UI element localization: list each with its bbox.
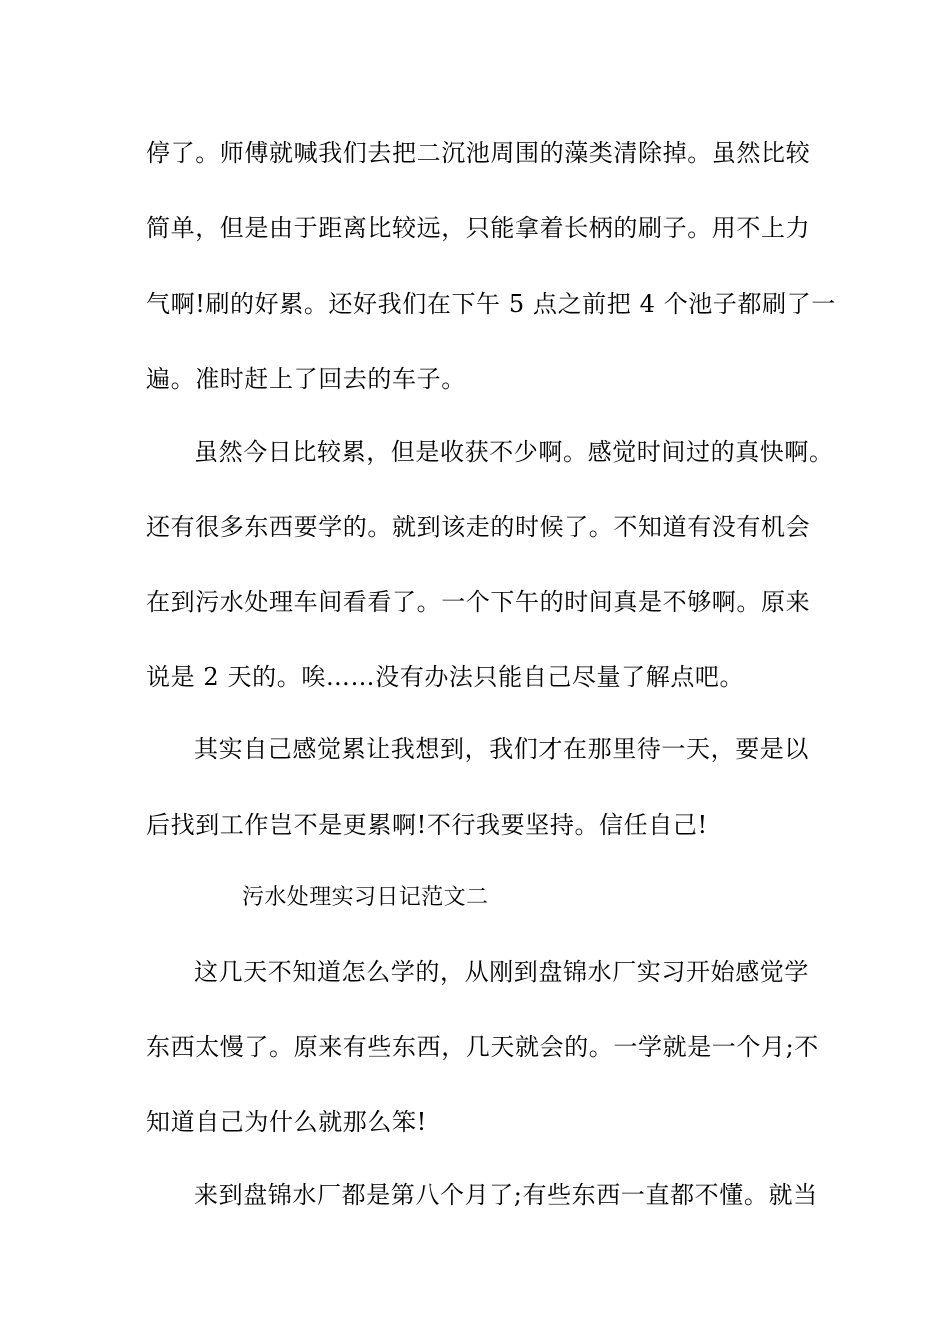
paragraph-2-line-3: 在到污水处理车间看看了。一个下午的时间真是不够啊。原来 [146, 588, 811, 616]
paragraph-2-line-2: 还有很多东西要学的。就到该走的时候了。不知道有没有机会 [146, 513, 811, 541]
paragraph-5-line-1: 来到盘锦水厂都是第八个月了;有些东西一直都不懂。就当 [194, 1181, 818, 1209]
paragraph-4-line-3: 知道自己为什么就那么笨! [146, 1108, 427, 1136]
paragraph-4-line-1: 这几天不知道怎么学的，从刚到盘锦水厂实习开始感觉学 [194, 958, 809, 986]
paragraph-2-line-1: 虽然今日比较累，但是收获不少啊。感觉时间过的真快啊。 [194, 438, 834, 466]
paragraph-1-line-2: 简单，但是由于距离比较远，只能拿着长柄的刷子。用不上力 [146, 214, 811, 242]
section-heading: 污水处理实习日记范文二 [242, 885, 489, 910]
paragraph-3-line-2: 后找到工作岂不是更累啊!不行我要坚持。信任自己! [146, 811, 708, 839]
paragraph-4-line-2: 东西太慢了。原来有些东西，几天就会的。一学就是一个月;不 [146, 1033, 819, 1061]
paragraph-1-line-3: 气啊!刷的好累。还好我们在下午 5 点之前把 4 个池子都刷了一 [146, 290, 836, 318]
paragraph-1-line-1: 停了。师傅就喊我们去把二沉池周围的藻类清除掉。虽然比较 [146, 139, 811, 167]
paragraph-1-line-4: 遍。准时赶上了回去的车子。 [146, 365, 466, 393]
paragraph-3-line-1: 其实自己感觉累让我想到，我们才在那里待一天，要是以 [194, 735, 809, 763]
paragraph-2-line-4: 说是 2 天的。唉……没有办法只能自己尽量了解点吧。 [146, 663, 745, 691]
